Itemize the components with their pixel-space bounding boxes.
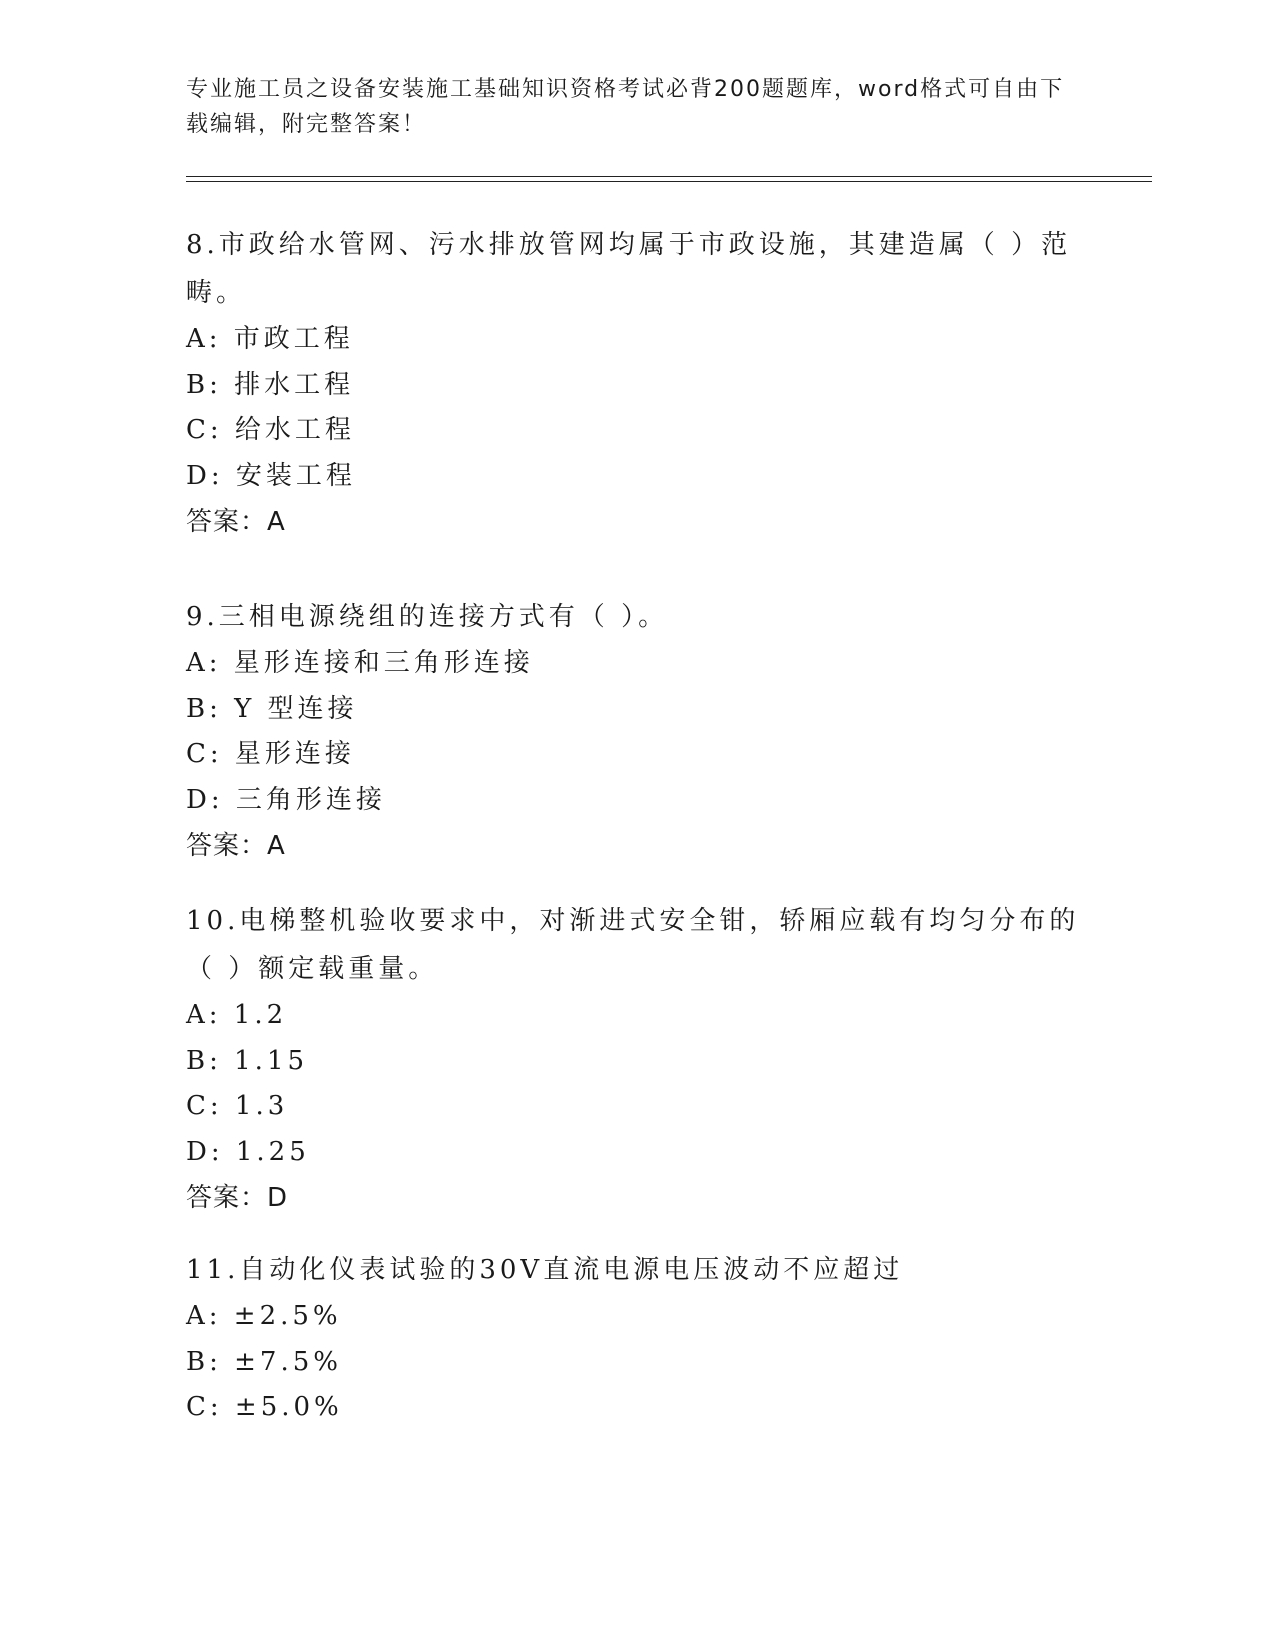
option-c: C: ±5.0% xyxy=(186,1392,343,1422)
option-a: A: 1.2 xyxy=(186,1000,288,1030)
header-divider-bottom xyxy=(186,181,1152,182)
option-d: D: 1.25 xyxy=(186,1136,310,1167)
question-stem: 9.三相电源绕组的连接方式有（ ）。 xyxy=(186,602,669,632)
answer-label: 答案：A xyxy=(186,507,286,537)
question-9 xyxy=(186,593,1086,869)
question-stem: 10.电梯整机验收要求中，对渐进式安全钳，轿厢应载有均匀分布的（ ）额定载重量。 xyxy=(186,906,1080,984)
question-8 xyxy=(186,221,1086,545)
option-c: C: 给水工程 xyxy=(186,415,355,445)
option-a: A: 市政工程 xyxy=(186,324,354,354)
question-stem: 11.自动化仪表试验的30V直流电源电压波动不应超过 xyxy=(186,1255,904,1285)
header-divider-top xyxy=(186,176,1152,177)
option-a: A: 星形连接和三角形连接 xyxy=(186,648,534,678)
answer-label: 答案：D xyxy=(186,1183,289,1213)
option-b: B: 排水工程 xyxy=(186,369,355,400)
document-header: 专业施工员之设备安装施工基础知识资格考试必背200题题库，word格式可自由下载编辑，附完整答案！ xyxy=(186,77,1065,137)
option-b: B: Y 型连接 xyxy=(186,693,358,724)
option-d: D: 三角形连接 xyxy=(186,784,386,815)
option-d: D: 安装工程 xyxy=(186,460,356,491)
question-10 xyxy=(186,897,1086,1221)
option-b: B: ±7.5% xyxy=(186,1346,342,1377)
question-11 xyxy=(186,1246,1086,1431)
answer-label: 答案：A xyxy=(186,831,286,861)
question-stem: 8.市政给水管网、污水排放管网均属于市政设施，其建造属（ ）范畴。 xyxy=(186,230,1072,308)
option-c: C: 1.3 xyxy=(186,1091,289,1121)
option-b: B: 1.15 xyxy=(186,1045,309,1076)
option-c: C: 星形连接 xyxy=(186,739,355,769)
option-a: A: ±2.5% xyxy=(186,1301,342,1331)
